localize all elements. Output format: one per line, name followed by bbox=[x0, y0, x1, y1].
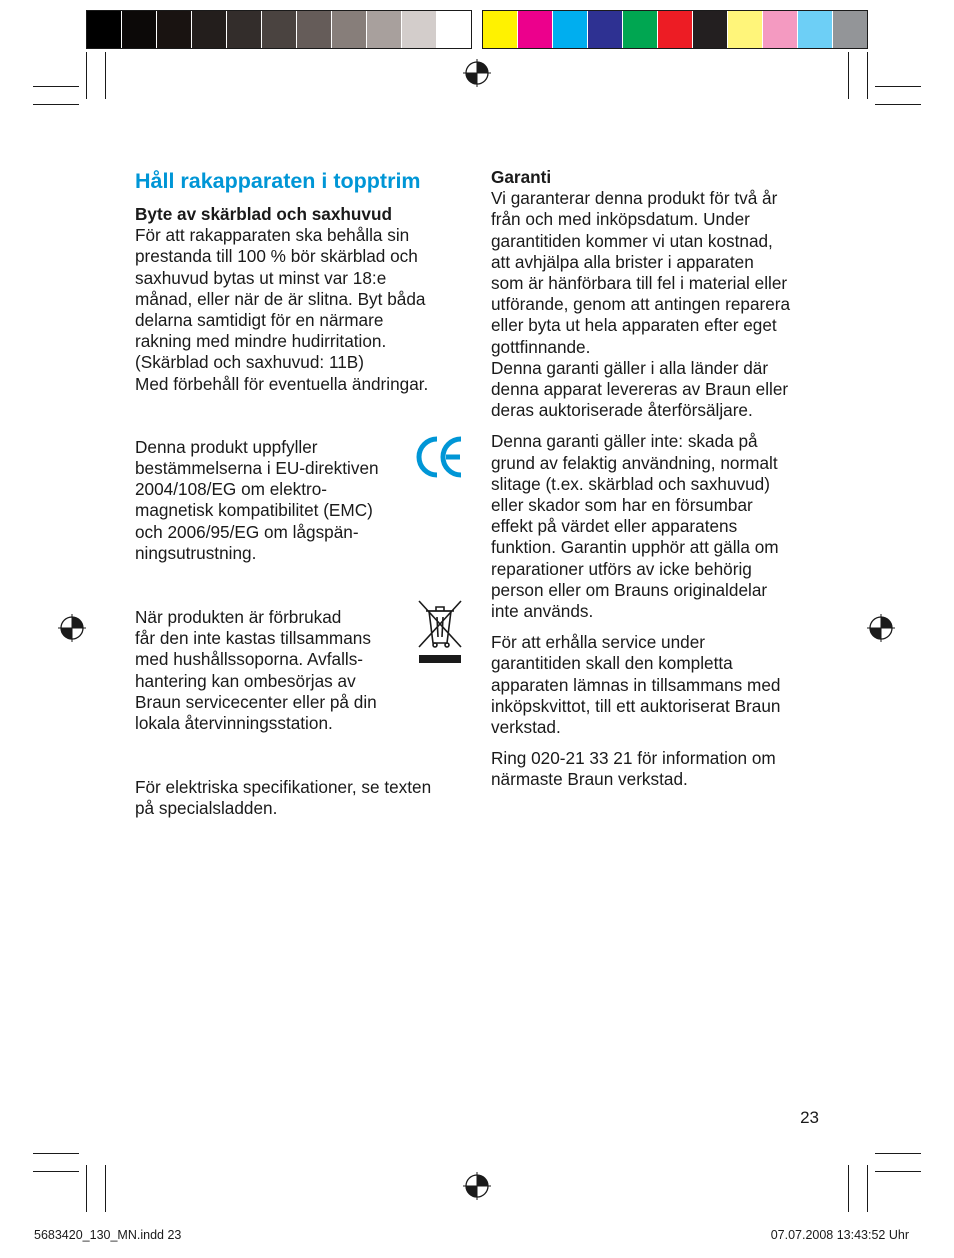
crop-mark bbox=[105, 52, 106, 99]
right-column bbox=[491, 167, 826, 791]
color-swatch bbox=[833, 11, 867, 48]
electrical-spec-text: För elektriska specifikationer, se texten på specialsladden. bbox=[135, 777, 432, 819]
crop-mark bbox=[867, 1165, 868, 1212]
warranty-paragraph-4: Ring 020-21 33 21 för information om närmaste Braun verkstad. bbox=[491, 748, 776, 790]
eu-compliance-text: Denna produkt uppfyller bestämmelserna i EU-direktiven 2004/108/EG om elektro- magnetisk kompatibilitet (EMC) och 2006/95/EG om lågspän- ningsutrustning. bbox=[135, 436, 379, 563]
color-swatch bbox=[693, 11, 728, 48]
disposal-text: När produkten är förbrukad får den inte kastas tillsammans med hushållssoporna. Avfalls- hantering kan ombesörjas av Braun servicecenter eller på din lokala återvinningsstation. bbox=[135, 607, 377, 734]
left-column bbox=[135, 167, 465, 820]
color-swatch bbox=[483, 11, 518, 48]
color-swatch bbox=[553, 11, 588, 48]
crop-mark bbox=[867, 52, 868, 99]
blade-replacement-text: För att rakapparaten ska behålla sin prestanda till 100 % bör skärblad och saxhuvud bytas ut minst var 18:e månad, eller när de är slitna. Byt båda delarna samtidigt för en närmare rakning med mindre hudirritation. (Skärblad och saxhuvud: 11B) Med förbehåll för eventuella ändringar. bbox=[135, 225, 429, 394]
color-swatch bbox=[192, 11, 227, 48]
grayscale-color-bar bbox=[86, 10, 472, 49]
color-swatch bbox=[798, 11, 833, 48]
color-swatch bbox=[437, 11, 471, 48]
color-swatch bbox=[658, 11, 693, 48]
crop-mark bbox=[875, 1153, 921, 1154]
disposal-block bbox=[135, 607, 465, 734]
color-swatch bbox=[402, 11, 437, 48]
eu-compliance-block bbox=[135, 437, 465, 564]
crop-mark bbox=[86, 52, 87, 99]
section-heading-blade-replacement: Byte av skärblad och saxhuvud bbox=[135, 204, 392, 224]
crop-mark bbox=[33, 1171, 79, 1172]
color-swatch bbox=[588, 11, 623, 48]
crop-mark bbox=[33, 86, 79, 87]
color-swatch bbox=[87, 11, 122, 48]
color-swatch bbox=[763, 11, 798, 48]
page-title: Håll rakapparaten i topptrim bbox=[135, 169, 421, 193]
registration-mark-icon bbox=[463, 59, 491, 87]
warranty-paragraph-2: Denna garanti gäller inte: skada på grund av felaktig användning, normalt slitage (t.ex. skärblad och saxhuvud) eller skador som har en försumbar effekt på värdet eller apparatens funktion. Garantin upphör att gälla om reparationer utförs av icke behörig person eller om Brauns originaldelar inte används. bbox=[491, 431, 779, 622]
color-swatch bbox=[227, 11, 262, 48]
crop-mark bbox=[848, 1165, 849, 1212]
color-swatch bbox=[367, 11, 402, 48]
crop-mark bbox=[875, 86, 921, 87]
process-color-bar bbox=[482, 10, 868, 49]
page-number: 23 bbox=[800, 1108, 819, 1127]
warranty-paragraph-3: För att erhålla service under garantitiden skall den kompletta apparaten lämnas in tillsammans med inköpskvittot, till ett auktoriserat Braun verkstad. bbox=[491, 632, 781, 738]
crop-mark bbox=[875, 1171, 921, 1172]
weee-crossed-bin-icon bbox=[415, 597, 465, 669]
crop-mark bbox=[848, 52, 849, 99]
crop-mark bbox=[33, 1153, 79, 1154]
slug-datetime: 07.07.2008 13:43:52 Uhr bbox=[770, 1228, 909, 1242]
registration-mark-icon bbox=[867, 614, 895, 642]
crop-mark bbox=[33, 104, 79, 105]
color-swatch bbox=[728, 11, 763, 48]
color-swatch bbox=[157, 11, 192, 48]
crop-mark bbox=[105, 1165, 106, 1212]
ce-mark-icon bbox=[413, 431, 465, 483]
registration-mark-icon bbox=[463, 1172, 491, 1200]
registration-mark-icon bbox=[58, 614, 86, 642]
section-heading-warranty: Garanti bbox=[491, 167, 552, 187]
crop-mark bbox=[86, 1165, 87, 1212]
color-swatch bbox=[332, 11, 367, 48]
crop-mark bbox=[875, 104, 921, 105]
color-swatch bbox=[297, 11, 332, 48]
color-swatch bbox=[623, 11, 658, 48]
color-swatch bbox=[518, 11, 553, 48]
color-swatch bbox=[122, 11, 157, 48]
slug-filename: 5683420_130_MN.indd 23 bbox=[34, 1228, 182, 1242]
color-swatch bbox=[262, 11, 297, 48]
warranty-paragraph-1: Vi garanterar denna produkt för två år från och med inköpsdatum. Under garantitiden kommer vi utan kostnad, att avhjälpa alla brister i apparaten som är hänförbara till fel i material eller utförande, genom att antingen reparera eller byta ut hela apparaten efter eget gottfinnande. Denna garanti gäller i alla länder där denna apparat levereras av Braun eller deras auktoriserade återförsäljare. bbox=[491, 188, 791, 421]
